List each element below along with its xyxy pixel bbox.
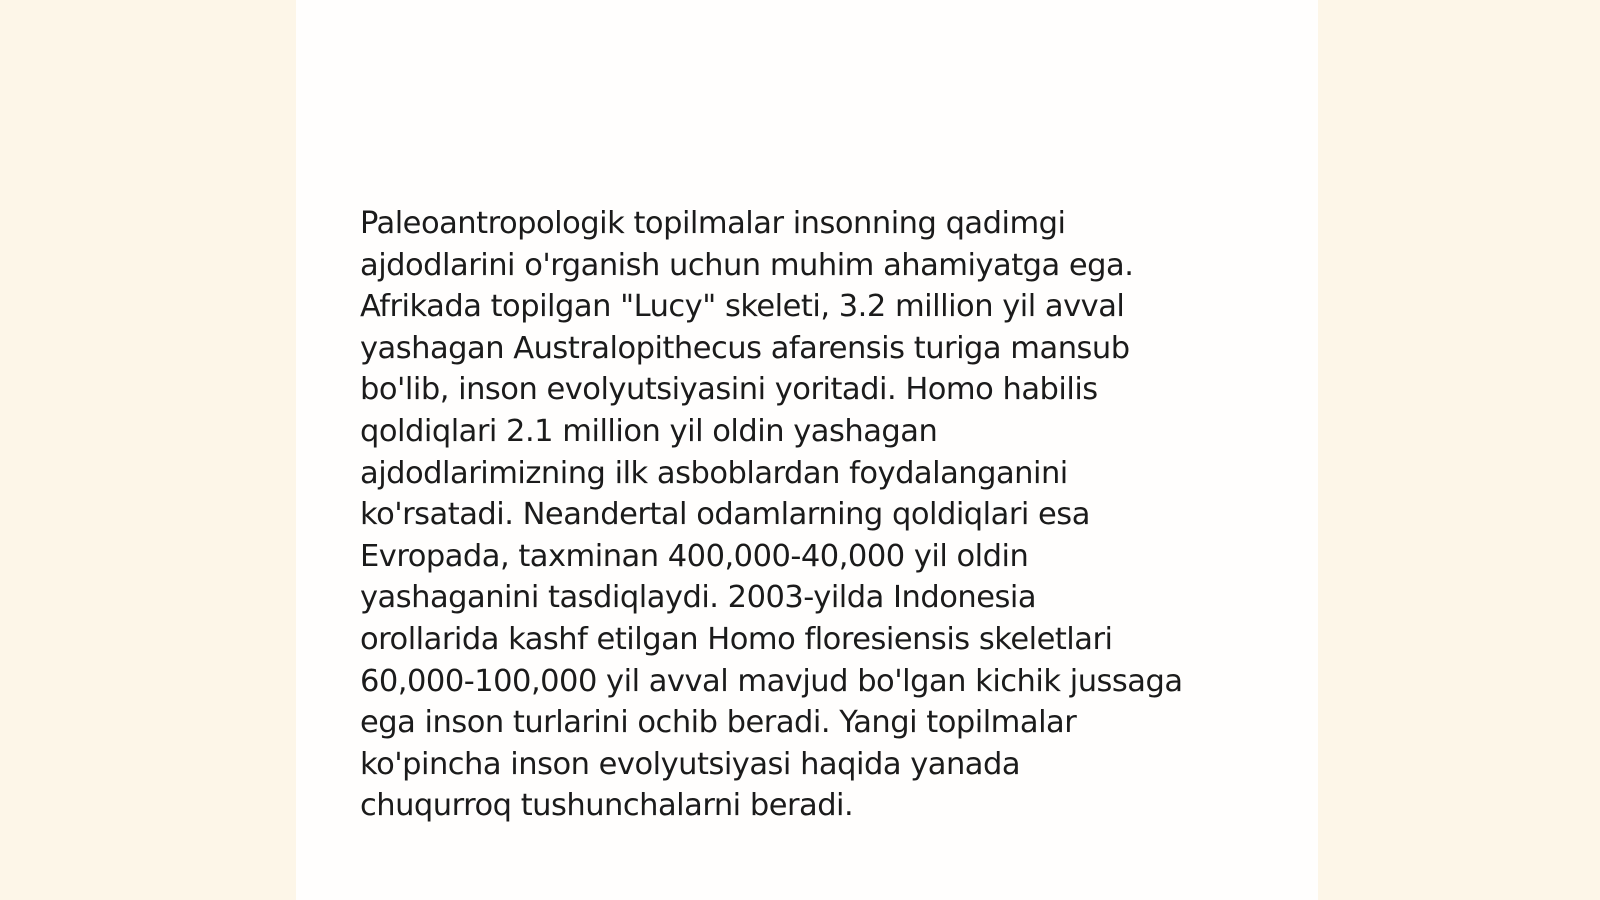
paragraph-line: ega inson turlarini ochib beradi. Yangi topilmalar	[360, 705, 1077, 741]
paragraph-line: bo'lib, inson evolyutsiyasini yoritadi. Homo habilis	[360, 372, 1098, 408]
document-page	[296, 0, 1318, 900]
paragraph-line: ko'pincha inson evolyutsiyasi haqida yanada	[360, 746, 1021, 782]
paragraph-line: Afrikada topilgan "Lucy" skeleti, 3.2 million yil avval	[360, 289, 1125, 325]
paragraph-line: Evropada, taxminan 400,000-40,000 yil oldin	[360, 538, 1029, 574]
paragraph-line: ajdodlarini o'rganish uchun muhim ahamiyatga ega.	[360, 247, 1134, 283]
paragraph-line: orollarida kashf etilgan Homo floresiensis skeletlari	[360, 621, 1113, 657]
paragraph-line: yashagan Australopithecus afarensis turiga mansub	[360, 330, 1130, 366]
paragraph-line: 60,000-100,000 yil avval mavjud bo'lgan kichik jussaga	[360, 663, 1183, 699]
paragraph-line: Paleoantropologik topilmalar insonning qadimgi	[360, 206, 1066, 241]
paragraph-line: chuqurroq tushunchalarni beradi.	[360, 788, 854, 824]
body-paragraph	[360, 203, 1260, 827]
paragraph-line: ko'rsatadi. Neandertal odamlarning qoldiqlari esa	[360, 497, 1090, 533]
paragraph-line: qoldiqlari 2.1 million yil oldin yashagan	[360, 413, 938, 449]
paragraph-line: yashaganini tasdiqlaydi. 2003-yilda Indonesia	[360, 580, 1037, 616]
paragraph-line: ajdodlarimizning ilk asboblardan foydalanganini	[360, 455, 1068, 491]
